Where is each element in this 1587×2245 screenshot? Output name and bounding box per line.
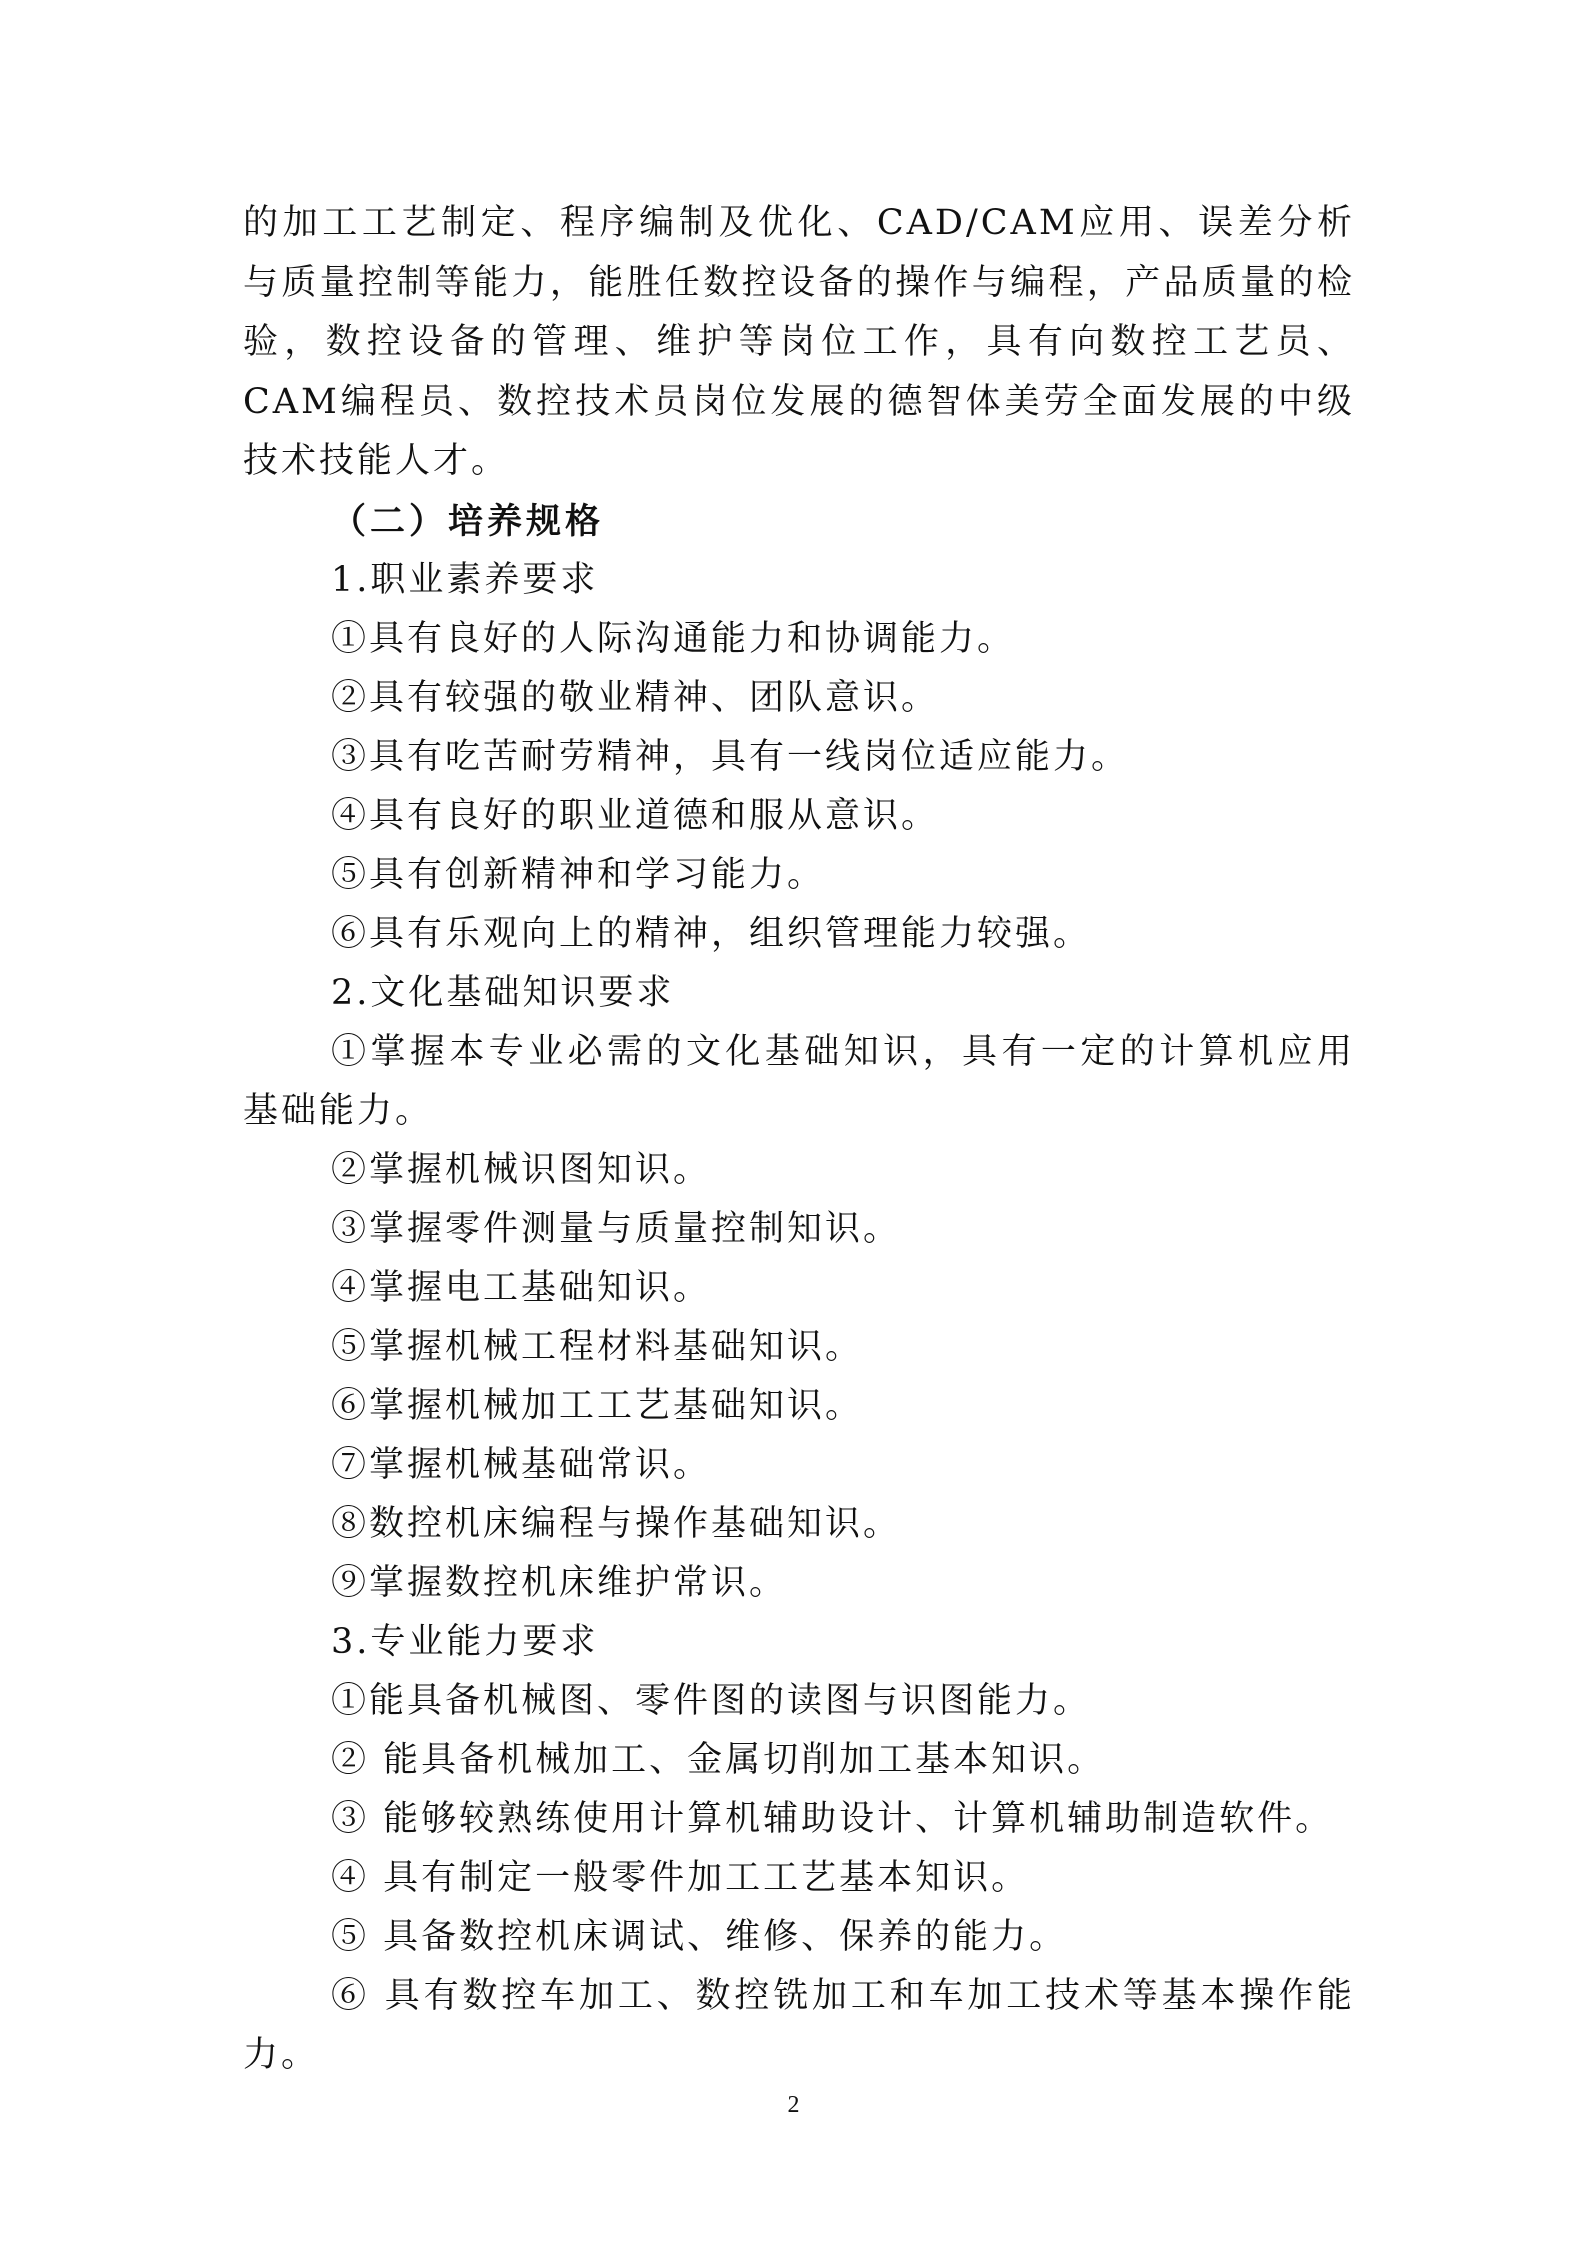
list-item: ⑥具有乐观向上的精神，组织管理能力较强。 (331, 913, 1092, 954)
subheading-cultural-knowledge: 2.文化基础知识要求 (331, 972, 675, 1013)
list-item: ② 能具备机械加工、金属切削加工基本知识。 (331, 1739, 1106, 1780)
list-item: ①能具备机械图、零件图的读图与识图能力。 (331, 1680, 1092, 1721)
list-item: ⑤ 具备数控机床调试、维修、保养的能力。 (331, 1916, 1068, 1957)
list-item: ⑦掌握机械基础常识。 (331, 1444, 712, 1485)
list-item: ④掌握电工基础知识。 (331, 1267, 712, 1308)
list-item: ⑥ 具有数控车加工、数控铣加工和车加工技术等基本操作能力。 (243, 1975, 1355, 2075)
subheading-professional-ability: 3.专业能力要求 (331, 1621, 599, 1662)
subheading-professional-quality: 1.职业素养要求 (331, 559, 599, 600)
list-item: ⑥掌握机械加工工艺基础知识。 (331, 1385, 864, 1426)
list-item: ⑤掌握机械工程材料基础知识。 (331, 1326, 864, 1367)
list-item: ②具有较强的敬业精神、团队意识。 (331, 677, 940, 718)
list-item: ④ 具有制定一般零件加工工艺基本知识。 (331, 1857, 1030, 1898)
list-item: ①具有良好的人际沟通能力和协调能力。 (331, 618, 1016, 659)
list-item: ③掌握零件测量与质量控制知识。 (331, 1208, 902, 1249)
list-item: ②掌握机械识图知识。 (331, 1149, 712, 1190)
section-heading-training-specs: （二）培养规格 (331, 500, 605, 542)
page-body (243, 194, 1355, 2085)
list-item: ③具有吃苦耐劳精神，具有一线岗位适应能力。 (331, 736, 1130, 777)
page-number: 2 (787, 2092, 800, 2118)
list-item: ④具有良好的职业道德和服从意识。 (331, 795, 940, 836)
paragraph-continuation: 的加工工艺制定、程序编制及优化、CAD/CAM应用、误差分析与质量控制等能力，能胜任数控设备的操作与编程，产品质量的检验，数控设备的管理、维护等岗位工作，具有向数控工艺员、CAM编程员、数控技术员岗位发展的德智体美劳全面发展的中级技术技能人才。 (243, 203, 1355, 481)
list-item: ⑨掌握数控机床维护常识。 (331, 1562, 788, 1603)
list-item: ③ 能够较熟练使用计算机辅助设计、计算机辅助制造软件。 (331, 1798, 1334, 1839)
list-item: ⑧数控机床编程与操作基础知识。 (331, 1503, 902, 1544)
list-item: ⑤具有创新精神和学习能力。 (331, 854, 826, 895)
list-item: ①掌握本专业必需的文化基础知识，具有一定的计算机应用基础能力。 (243, 1031, 1355, 1131)
